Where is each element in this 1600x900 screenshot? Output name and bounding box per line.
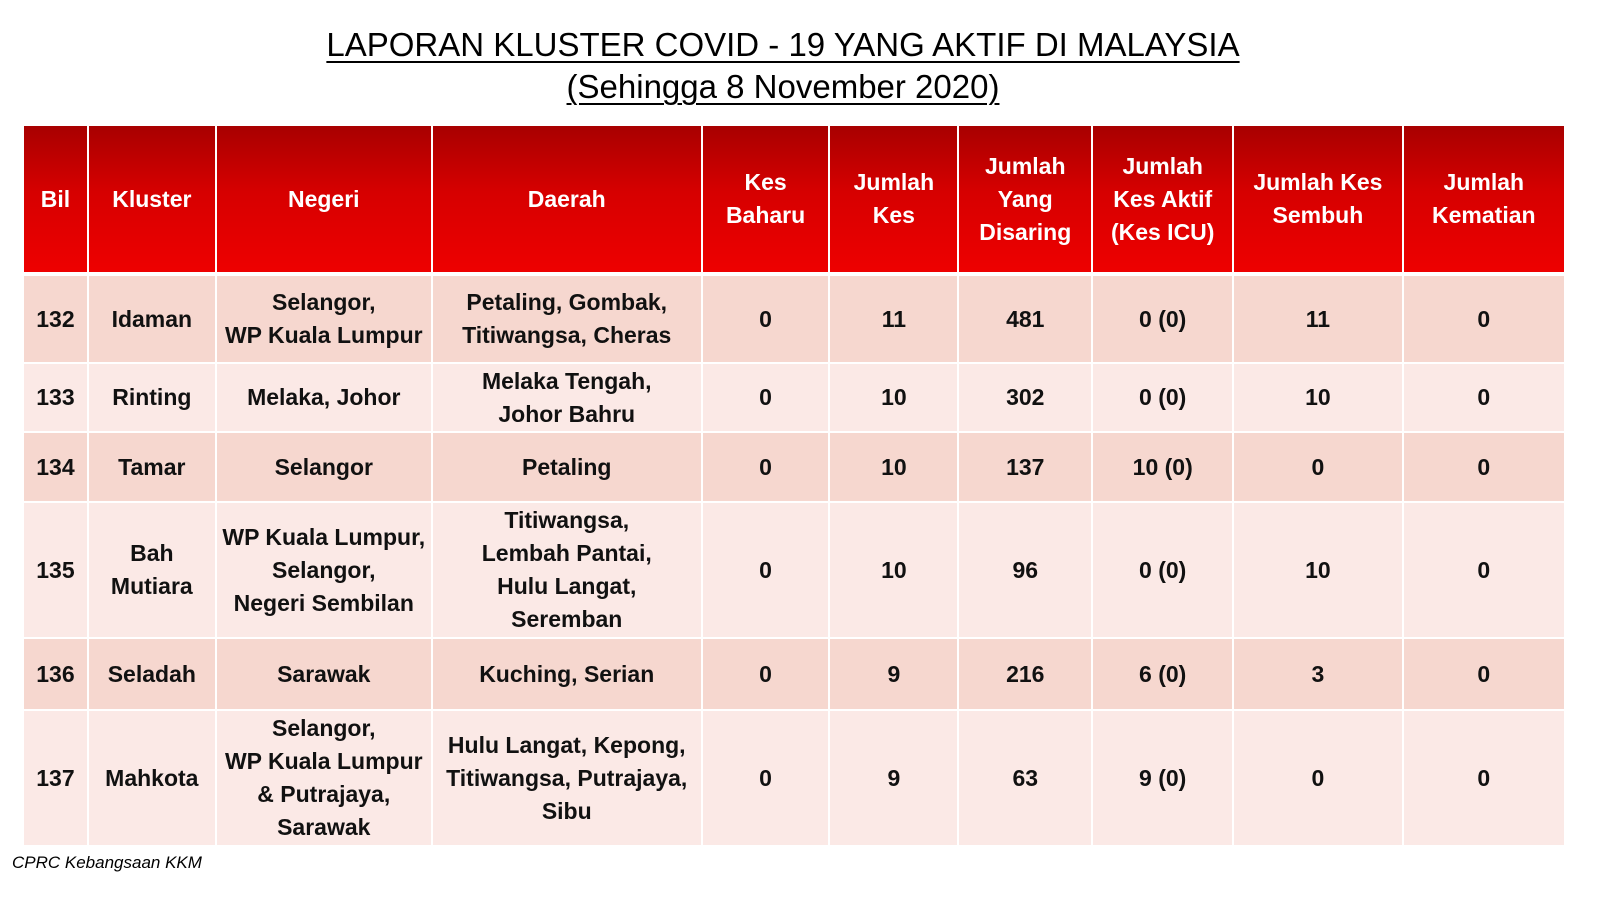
- cell-kes-baharu: 0: [702, 274, 830, 363]
- cluster-table: [22, 124, 1566, 847]
- cell-kes-sembuh: 0: [1233, 710, 1402, 846]
- cell-kluster: Rinting: [88, 363, 216, 432]
- cell-jumlah-kes: 9: [829, 638, 958, 710]
- cell-kematian: 0: [1403, 274, 1565, 363]
- cell-negeri: Selangor, WP Kuala Lumpur: [216, 274, 432, 363]
- header-jumlah-kes: Jumlah Kes: [829, 125, 958, 274]
- cell-kes-sembuh: 11: [1233, 274, 1402, 363]
- table-row: [23, 363, 1565, 432]
- cell-kes-aktif: 0 (0): [1092, 363, 1233, 432]
- cell-jumlah-disaring: 216: [958, 638, 1092, 710]
- table-header-row: [23, 125, 1565, 274]
- table-row: [23, 274, 1565, 363]
- cell-kluster: Seladah: [88, 638, 216, 710]
- cell-kes-baharu: 0: [702, 638, 830, 710]
- cell-negeri: Melaka, Johor: [216, 363, 432, 432]
- cell-kes-aktif: 10 (0): [1092, 432, 1233, 502]
- cell-jumlah-disaring: 96: [958, 502, 1092, 638]
- cell-daerah: Titiwangsa, Lembah Pantai, Hulu Langat, Seremban: [432, 502, 702, 638]
- cell-bil: 135: [23, 502, 88, 638]
- cell-jumlah-kes: 10: [829, 363, 958, 432]
- cell-negeri: Sarawak: [216, 638, 432, 710]
- report-title-line-1: LAPORAN KLUSTER COVID - 19 YANG AKTIF DI MALAYSIA: [326, 26, 1240, 63]
- cell-kes-sembuh: 3: [1233, 638, 1402, 710]
- cell-negeri: Selangor, WP Kuala Lumpur & Putrajaya, Sarawak: [216, 710, 432, 846]
- header-jumlah-disaring: Jumlah Yang Disaring: [958, 125, 1092, 274]
- cell-kematian: 0: [1403, 363, 1565, 432]
- cell-kluster: Tamar: [88, 432, 216, 502]
- cell-bil: 136: [23, 638, 88, 710]
- header-kes-aktif: Jumlah Kes Aktif (Kes ICU): [1092, 125, 1233, 274]
- cell-kes-baharu: 0: [702, 363, 830, 432]
- cell-bil: 137: [23, 710, 88, 846]
- source-footnote: CPRC Kebangsaan KKM: [12, 853, 202, 872]
- header-kematian: Jumlah Kematian: [1403, 125, 1565, 274]
- cell-kluster: Bah Mutiara: [88, 502, 216, 638]
- report-title: [0, 24, 1566, 108]
- cell-jumlah-disaring: 137: [958, 432, 1092, 502]
- cell-jumlah-disaring: 63: [958, 710, 1092, 846]
- table-row: [23, 710, 1565, 846]
- cell-jumlah-kes: 10: [829, 432, 958, 502]
- cell-negeri: Selangor: [216, 432, 432, 502]
- cell-kematian: 0: [1403, 502, 1565, 638]
- table-row: [23, 502, 1565, 638]
- cell-jumlah-kes: 9: [829, 710, 958, 846]
- cell-kes-aktif: 6 (0): [1092, 638, 1233, 710]
- cell-kematian: 0: [1403, 432, 1565, 502]
- cell-kes-aktif: 0 (0): [1092, 502, 1233, 638]
- cell-daerah: Petaling, Gombak, Titiwangsa, Cheras: [432, 274, 702, 363]
- cell-kematian: 0: [1403, 638, 1565, 710]
- table-row: [23, 638, 1565, 710]
- header-negeri: Negeri: [216, 125, 432, 274]
- header-kes-baharu: Kes Baharu: [702, 125, 830, 274]
- cell-daerah: Hulu Langat, Kepong, Titiwangsa, Putrajaya, Sibu: [432, 710, 702, 846]
- header-kes-sembuh: Jumlah Kes Sembuh: [1233, 125, 1402, 274]
- cell-kes-baharu: 0: [702, 432, 830, 502]
- cell-kes-sembuh: 10: [1233, 363, 1402, 432]
- cell-jumlah-kes: 11: [829, 274, 958, 363]
- cell-kes-sembuh: 0: [1233, 432, 1402, 502]
- header-bil: Bil: [23, 125, 88, 274]
- cell-kes-baharu: 0: [702, 502, 830, 638]
- cell-kluster: Mahkota: [88, 710, 216, 846]
- header-daerah: Daerah: [432, 125, 702, 274]
- cell-kluster: Idaman: [88, 274, 216, 363]
- cell-kes-aktif: 9 (0): [1092, 710, 1233, 846]
- report-title-line-2: (Sehingga 8 November 2020): [566, 68, 1000, 105]
- cell-jumlah-kes: 10: [829, 502, 958, 638]
- cell-jumlah-disaring: 302: [958, 363, 1092, 432]
- cell-kes-aktif: 0 (0): [1092, 274, 1233, 363]
- header-kluster: Kluster: [88, 125, 216, 274]
- cell-kes-baharu: 0: [702, 710, 830, 846]
- cell-bil: 133: [23, 363, 88, 432]
- cell-bil: 132: [23, 274, 88, 363]
- cell-kematian: 0: [1403, 710, 1565, 846]
- cell-negeri: WP Kuala Lumpur, Selangor, Negeri Sembilan: [216, 502, 432, 638]
- cell-daerah: Kuching, Serian: [432, 638, 702, 710]
- cell-kes-sembuh: 10: [1233, 502, 1402, 638]
- cell-daerah: Melaka Tengah, Johor Bahru: [432, 363, 702, 432]
- table-row: [23, 432, 1565, 502]
- cell-daerah: Petaling: [432, 432, 702, 502]
- cell-bil: 134: [23, 432, 88, 502]
- cell-jumlah-disaring: 481: [958, 274, 1092, 363]
